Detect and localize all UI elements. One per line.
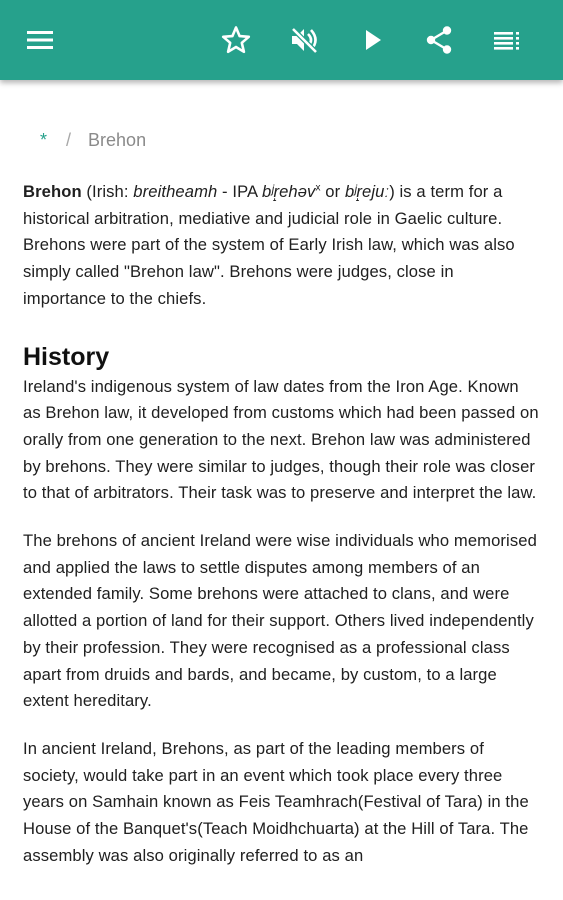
star-icon[interactable] [216, 20, 256, 60]
article-content [23, 80, 541, 869]
breadcrumb-current: Brehon [88, 129, 147, 150]
volume-off-icon[interactable] [284, 20, 324, 60]
share-icon[interactable] [419, 20, 459, 60]
intro-irish-word: breitheamh [133, 182, 218, 201]
play-icon[interactable] [352, 20, 392, 60]
toc-icon[interactable] [487, 20, 527, 60]
app-toolbar [0, 0, 563, 80]
intro-ipa-1: bʲr̝ehəv [261, 182, 316, 201]
intro-paragraph [23, 179, 541, 313]
history-paragraph-3: In ancient Ireland, Brehons, as part of the leading members of society, would take part in an event which took place every three years on Samhain known as Feis Teamhrach(Festival of Tara) in the House of the Banquet's(Teach Moidhchuarta) at the Hill of Tara. The assembly was also originally referred to as an [23, 738, 529, 865]
history-paragraph-1: Ireland's indigenous system of law dates from the Iron Age. Known as Brehon law, it developed from customs which had been passed on orally from one generation to the next. Brehon law was administered by brehons. They were similar to judges, though their role was closer to that of arbitrators. Their task was to preserve and interpret the law. [23, 376, 539, 503]
section-heading-history: History [23, 342, 110, 371]
breadcrumb-home[interactable]: * [40, 129, 48, 150]
intro-ipa-1-sup: x [315, 182, 321, 194]
intro-ipa-prefix: - IPA [217, 182, 262, 201]
intro-rest: ) is a term for a historical arbitration, mediative and judicial role in Gaelic culture. Brehons were part of the system of Early Irish law, which was also simply called "Brehon law". Brehons were judges, close in importance to the chiefs. [23, 182, 515, 308]
history-paragraph-2: The brehons of ancient Ireland were wise individuals who memorised and applied the laws to settle disputes among members of an extended family. Some brehons were attached to clans, and were allotted a portion of land for their support. Others lived independently by their profession. They were recognised as a professional class apart from druids and bards, and became, by custom, to a large extent hereditary. [23, 531, 537, 711]
menu-icon[interactable] [20, 20, 60, 60]
breadcrumb-separator: / [66, 129, 72, 150]
breadcrumb [23, 128, 541, 152]
intro-term: Brehon [23, 182, 82, 201]
intro-ipa-or: or [320, 182, 345, 201]
intro-irish-prefix: (Irish: [81, 182, 134, 201]
intro-ipa-2: bʲr̝ejuː [344, 182, 390, 201]
